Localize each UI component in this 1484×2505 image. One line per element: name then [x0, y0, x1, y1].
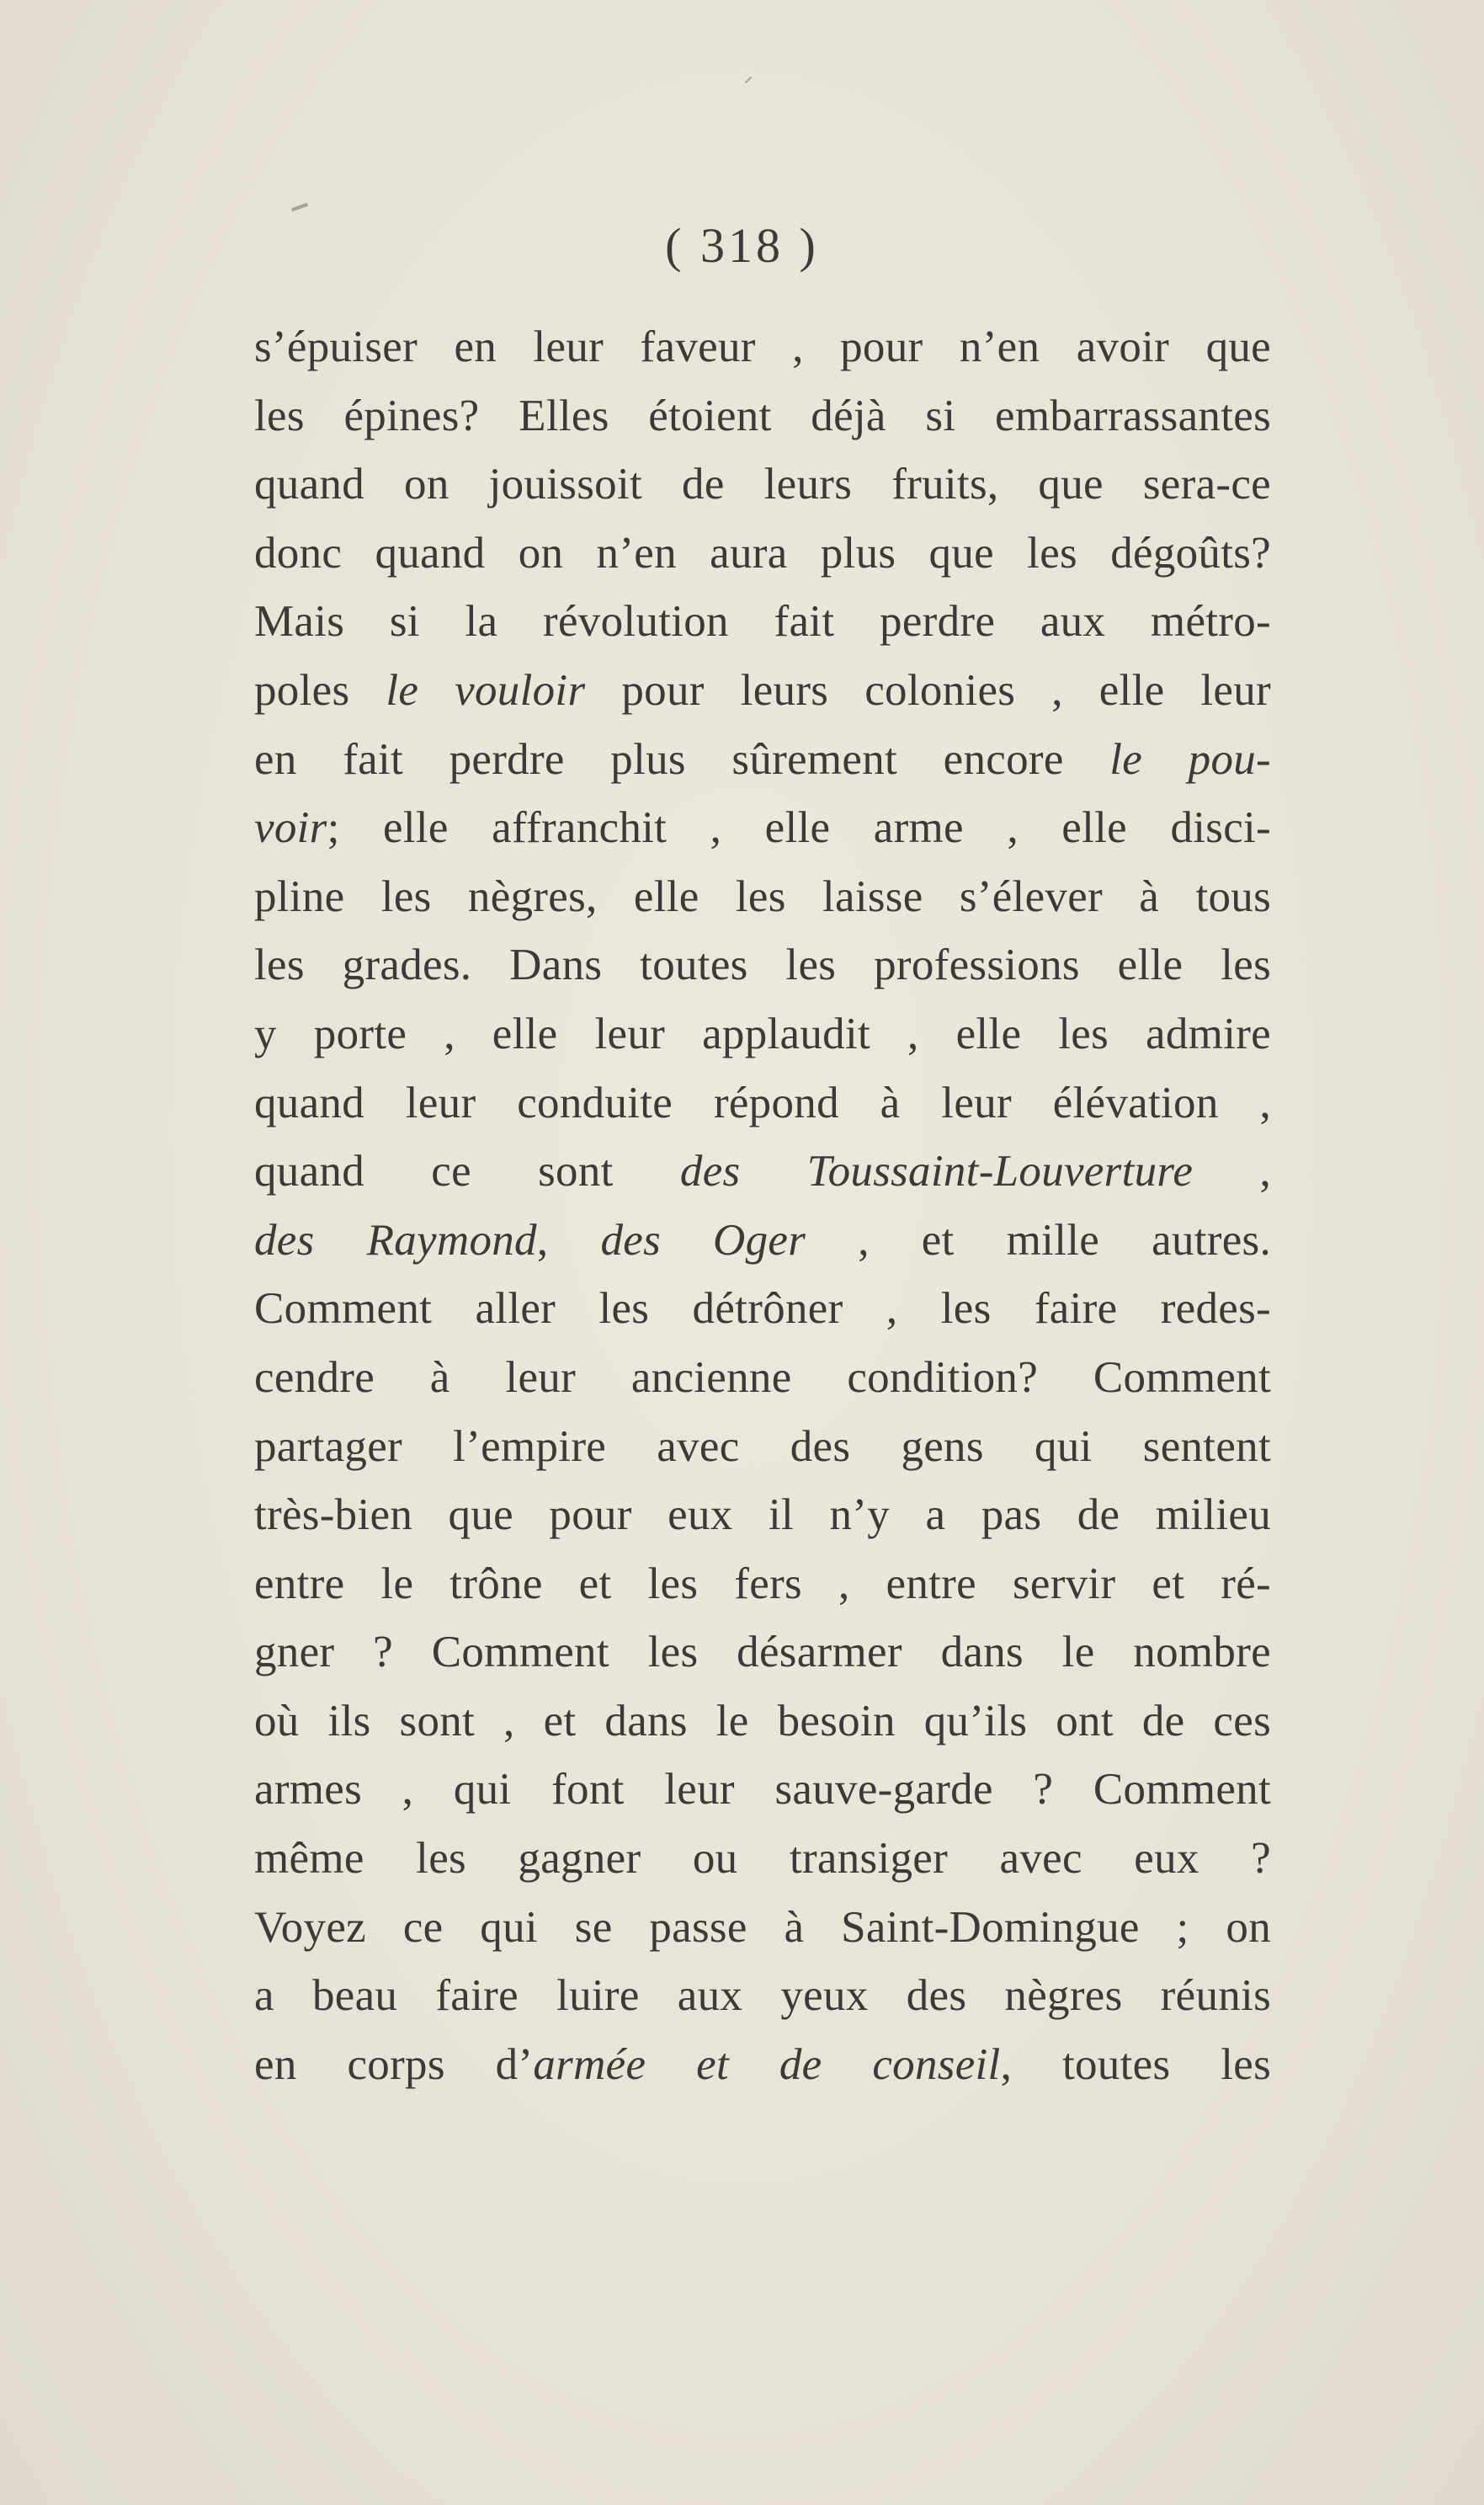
text-line: les grades. Dans toutes les professions elle les: [254, 941, 1271, 990]
text-line: des Raymond, des Oger , et mille autres.: [254, 1215, 1272, 1265]
text-line: en fait perdre plus sûrement encore le pou-: [254, 734, 1271, 784]
italic-text: des Raymond: [254, 1215, 537, 1265]
text-line: Comment aller les détrôner , les faire redes-: [254, 1284, 1271, 1334]
italic-text: le pou-: [1109, 734, 1271, 784]
italic-text: des Oger: [600, 1215, 806, 1265]
text-line: voir; elle affranchit , elle arme , elle disci-: [254, 803, 1271, 853]
text-line: poles le vouloir pour leurs colonies , elle leur: [254, 665, 1271, 715]
italic-text: armée et de conseil: [533, 2039, 1001, 2089]
text-line: très-bien que pour eux il n’y a pas de milieu: [254, 1490, 1271, 1540]
text-line: Voyez ce qui se passe à Saint-Domingue ; on: [254, 1902, 1271, 1952]
text-line: donc quand on n’en aura plus que les dégoûts?: [254, 528, 1271, 578]
text-line: a beau faire luire aux yeux des nègres réunis: [254, 1971, 1271, 2021]
text-line: y porte , elle leur applaudit , elle les admire: [254, 1009, 1271, 1058]
text-line: où ils sont , et dans le besoin qu’ils ont de ces: [254, 1696, 1271, 1746]
ink-speck: [291, 203, 308, 212]
text-line: entre le trône et les fers , entre servir et ré-: [254, 1559, 1271, 1608]
text-line: gner ? Comment les désarmer dans le nombre: [254, 1628, 1271, 1677]
italic-text: des Toussaint-Louverture: [679, 1147, 1194, 1197]
body-text: [254, 313, 1271, 2099]
italic-text: le vouloir: [386, 665, 586, 715]
text-line: en corps d’armée et de conseil, toutes les: [254, 2039, 1272, 2089]
text-line: quand ce sont des Toussaint-Louverture ,: [254, 1147, 1271, 1197]
ink-speck: [745, 77, 752, 83]
text-line: Mais si la révolution fait perdre aux métro-: [254, 597, 1271, 647]
text-line: quand leur conduite répond à leur élévation ,: [254, 1078, 1271, 1127]
text-line: s’épuiser en leur faveur , pour n’en avoir que: [254, 322, 1271, 371]
text-line: cendre à leur ancienne condition? Comment: [254, 1352, 1271, 1402]
italic-text: voir: [254, 803, 327, 853]
text-line: partager l’empire avec des gens qui sentent: [254, 1421, 1271, 1471]
text-line: armes , qui font leur sauve-garde ? Comment: [254, 1765, 1271, 1815]
text-line: quand on jouissoit de leurs fruits, que sera-ce: [254, 460, 1271, 509]
text-line: les épines? Elles étoient déjà si embarrassantes: [254, 391, 1271, 440]
text-line: pline les nègres, elle les laisse s’élever à tous: [254, 871, 1271, 921]
page-number: ( 318 ): [665, 218, 819, 273]
text-line: même les gagner ou transiger avec eux ?: [254, 1834, 1271, 1884]
